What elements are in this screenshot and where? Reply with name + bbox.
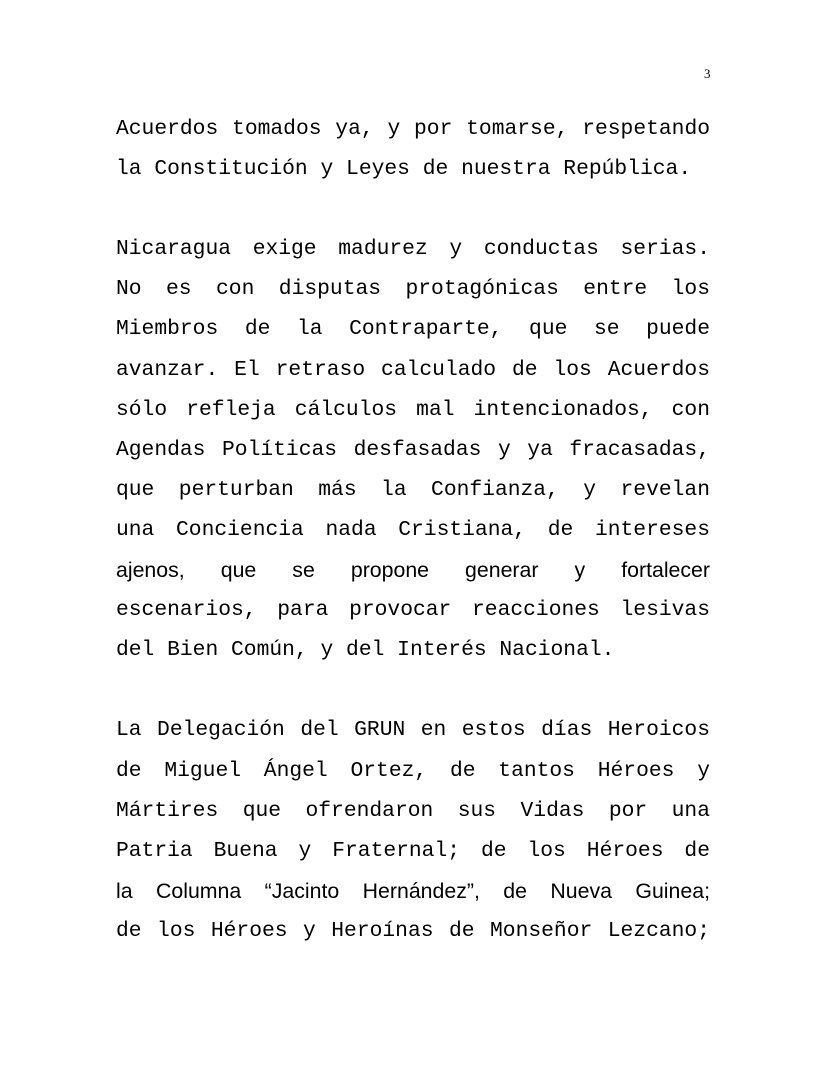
paragraph-3 — [116, 710, 710, 951]
text-line: No es con disputas protagónicas entre los — [116, 277, 710, 302]
text-line: del Bien Común, y del Interés Nacional. — [116, 638, 615, 663]
text-line: una Conciencia nada Cristiana, de intereses — [116, 517, 710, 542]
page-number: 3 — [704, 66, 711, 81]
text-line: de Miguel Ángel Ortez, de tantos Héroes y — [116, 758, 710, 783]
text-line: escenarios, para provocar reacciones lesivas — [116, 598, 710, 623]
text-line: Agendas Políticas desfasadas y ya fracasadas, — [116, 437, 710, 462]
text-line: Miembros de la Contraparte, que se puede — [116, 317, 710, 342]
body-text — [116, 109, 710, 991]
text-line: la Columna “Jacinto Hernández”, de Nueva Guinea; — [116, 878, 710, 903]
text-line: la Constitución y Leyes de nuestra República. — [116, 157, 692, 182]
paragraph-2 — [116, 229, 710, 670]
text-line: Mártires que ofrendaron sus Vidas por una — [116, 798, 710, 823]
text-line: La Delegación del GRUN en estos días Heroicos — [116, 718, 710, 743]
text-line: que perturban más la Confianza, y revelan — [116, 477, 710, 502]
text-line: Nicaragua exige madurez y conductas serias. — [116, 237, 710, 262]
text-line: avanzar. El retraso calculado de los Acuerdos — [116, 357, 710, 382]
paragraph-1 — [116, 109, 710, 189]
text-line: de los Héroes y Heroínas de Monseñor Lezcano; — [116, 918, 710, 943]
text-line: sólo refleja cálculos mal intencionados, con — [116, 397, 710, 422]
text-line: Patria Buena y Fraternal; de los Héroes de — [116, 838, 710, 863]
text-line: ajenos, que se propone generar y fortalecer — [116, 558, 710, 583]
text-line: Acuerdos tomados ya, y por tomarse, respetando — [116, 117, 710, 141]
